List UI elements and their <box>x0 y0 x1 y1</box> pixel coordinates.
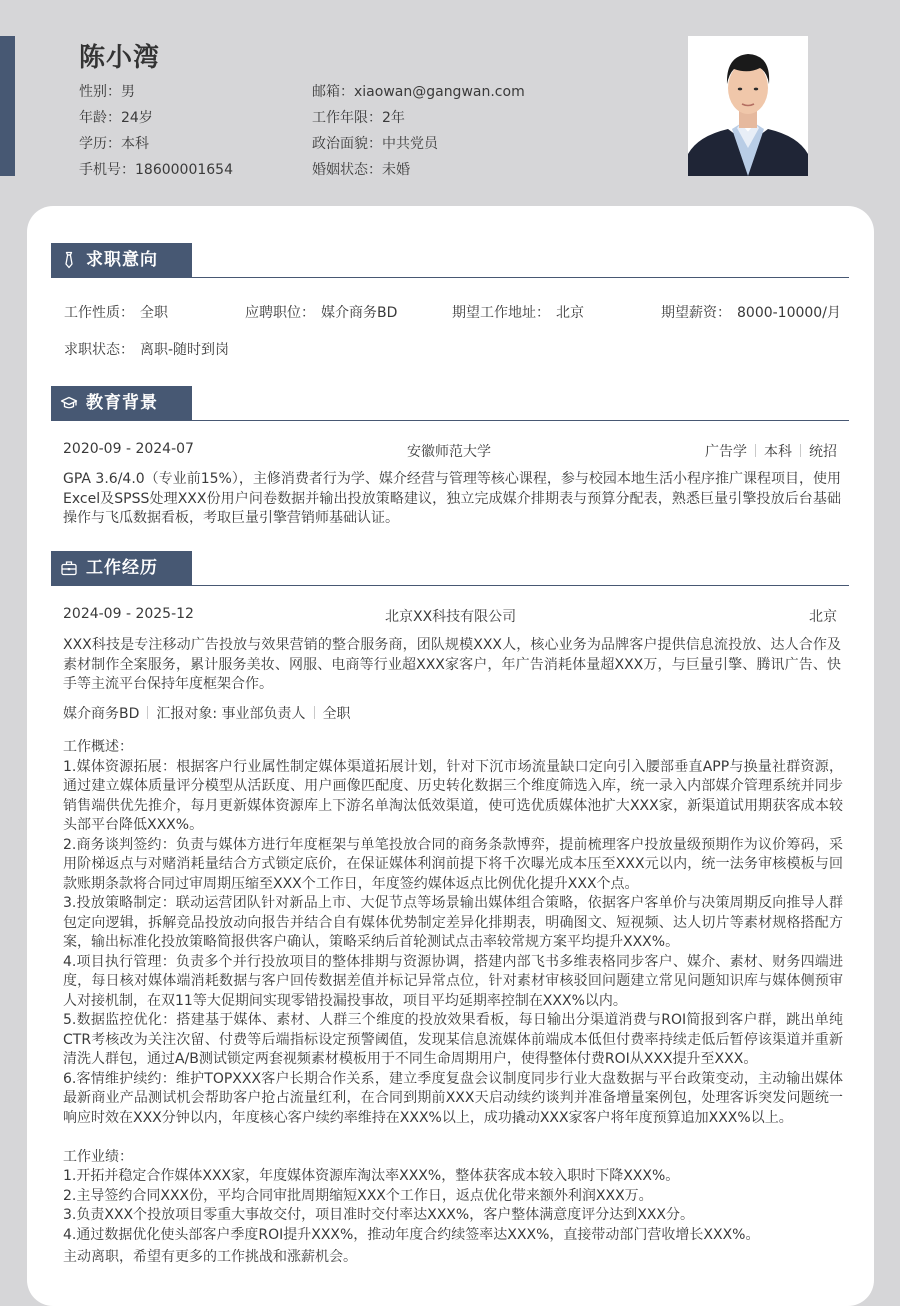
closing-note: 主动离职，希望有更多的工作挑战和涨薪机会。 <box>63 1249 357 1265</box>
work-position: 媒介商务BD <box>63 706 140 722</box>
section-header-work <box>51 551 849 586</box>
overview-item: 5.数据监控优化：搭建基于媒体、素材、人群三个维度的投放效果看板，每日输出分渠道消费与ROI简报到客户群，跳出单纯CTR考核改为关注次留、付费等后端指标设定预警阈值，发现某信息流媒体前端成本低但付费率持续走低后暂停该渠道并重新清洗人群包，通过A/B测试锁定两套视频素材模板用于不同生命周期用户，使得整体付费ROI从XXX提升至XXX。 <box>63 1012 843 1067</box>
divider <box>314 706 315 719</box>
divider <box>755 444 756 457</box>
work-role-meta <box>63 703 351 723</box>
section-header-education <box>51 386 849 421</box>
divider <box>147 706 148 719</box>
overview-item: 6.客情维护续约：维护TOPXXX客户长期合作关系，建立季度复盘会议制度同步行业大盘数据与平台政策变动，主动输出媒体最新商业产品测试机会帮助客户抢占流量红利，在合同到期前XXX天启动续约谈判并准备增量案例包，处理客诉突发问题统一响应时效在XXX分钟以内，年度核心客户续约率维持在XXX%以上，成功撬动XXX家客户将年度预算追加XXX%以上。 <box>63 1070 843 1126</box>
work-period: 2024-09 - 2025-12 <box>63 606 194 622</box>
work-job-type: 全职 <box>322 706 351 722</box>
achievement-item: 1.开拓并稳定合作媒体XXX家，年度媒体资源库淘汰率XXX%，整体获客成本较入职时下降XXX%。 <box>63 1168 680 1184</box>
work-company: 北京XX科技有限公司 <box>385 609 517 625</box>
intent-salary: 期望薪资： 8000-10000/月 <box>661 305 841 321</box>
age-row: 年龄：24岁 <box>79 110 153 126</box>
section-title-work: 工作经历 <box>86 558 158 578</box>
education-degree: 本科 <box>764 444 792 460</box>
overview-item: 1.媒体资源拓展：根据客户行业属性制定媒体渠道拓展计划，针对下沉市场流量缺口定向引入腰部垂直APP与换量社群资源，通过建立媒体质量评分模型从活跃度、用户画像匹配度、历史转化数据三个维度筛选入库，统一录入内部媒介管理系统并同步销售端供优先推介，每月更新媒体资源库上下游名单淘汰低效渠道，使可选优质媒体池扩大XXX家，新渠道试用期获客成本较头部平台降低XXX%。 <box>63 758 843 833</box>
intent-location: 期望工作地址： 北京 <box>452 305 584 321</box>
work-report-to: 汇报对象: 事业部负责人 <box>156 706 306 722</box>
resume-body-card <box>27 206 874 1306</box>
achievements-title: 工作业绩： <box>63 1148 133 1165</box>
education-period: 2020-09 - 2024-07 <box>63 441 194 457</box>
achievement-item: 2.主导签约合同XXX份，平均合同审批周期缩短XXX个工作日，返点优化带来额外利润XXX万。 <box>63 1187 653 1204</box>
education-description: GPA 3.6/4.0（专业前15%），主修消费者行为学、媒介经营与管理等核心课程，参与校园本地生活小程序推广课程项目，使用Excel及SPSS处理XXX份用户问卷数据并输出投放策略建议，独立完成媒介排期表与预算分配表，熟悉巨量引擎投放后台基础操作与飞瓜数据看板，考取巨量引擎营销师基础认证。 <box>63 471 841 526</box>
overview-item: 2.商务谈判签约：负责与媒体方进行年度框架与单笔投放合同的商务条款博弈，提前梳理客户投放量级预期作为议价筹码，采用阶梯返点与对赌消耗量结合方式锁定底价，在保证媒体利润前提下将千次曝光成本压至XXX元以内，统一法务审核模板与回款账期条款将合同过审周期压缩至XXX个工作日，年度签约媒体返点比例优化提升XXX个点。 <box>63 836 843 892</box>
work-years-row: 工作年限：2年 <box>312 110 405 126</box>
briefcase-icon <box>60 559 78 577</box>
section-title-intent: 求职意向 <box>86 250 158 270</box>
education-meta <box>705 441 837 461</box>
basic-info-right <box>312 82 525 186</box>
section-title-education: 教育背景 <box>86 393 158 413</box>
education-level-row: 学历：本科 <box>79 136 149 152</box>
section-tab-work <box>51 551 192 585</box>
overview-title: 工作概述： <box>63 739 133 755</box>
company-intro: XXX科技是专注移动广告投放与效果营销的整合服务商，团队规模XXX人，核心业务为品牌客户提供信息流投放、达人合作及素材制作全案服务，累计服务美妆、网服、电商等行业超XXX家客户，年广告消耗体量超XXX万，与巨量引擎、腾讯广告、快手等主流平台保持年度框架合作。 <box>63 637 841 692</box>
email-row: 邮箱：xiaowan@gangwan.com <box>312 84 525 100</box>
graduation-cap-icon <box>60 394 78 412</box>
achievement-item: 4.通过数据优化使头部客户季度ROI提升XXX%，推动年度合约续签率达XXX%，直接带动部门营收增长XXX%。 <box>63 1226 760 1243</box>
section-tab-education <box>51 386 192 420</box>
education-type: 统招 <box>809 444 837 460</box>
overview-item: 4.项目执行管理：负责多个并行投放项目的整体排期与资源协调，搭建内部飞书多维表格同步客户、媒介、素材、财务四端进度，每日核对媒体端消耗数据与客户回传数据差值并标记异常点位，针对素材审核驳回问题建立常见问题知识库与媒体侧预审人对接机制，在双11等大促期间实现零错投漏投事故，项目平均延期率控制在XXX%以内。 <box>63 953 843 1009</box>
gender-row: 性别：男 <box>79 84 135 100</box>
candidate-name: 陈小湾 <box>79 43 161 73</box>
basic-info-left <box>79 82 233 186</box>
intent-position: 应聘职位： 媒介商务BD <box>245 305 398 321</box>
header-accent-bar <box>0 36 15 176</box>
work-overview <box>63 738 843 1268</box>
divider <box>800 444 801 457</box>
political-status-row: 政治面貌：中共党员 <box>312 136 438 152</box>
marital-status-row: 婚姻状态：未婚 <box>312 162 410 178</box>
intent-job-type: 工作性质： 全职 <box>64 305 168 321</box>
education-major: 广告学 <box>705 444 747 460</box>
achievement-item: 3.负责XXX个投放项目零重大事故交付，项目准时交付率达XXX%，客户整体满意度评分达到XXX分。 <box>63 1207 694 1223</box>
education-school: 安徽师范大学 <box>407 444 491 460</box>
section-header-intent <box>51 243 849 278</box>
blank-line <box>63 1128 843 1148</box>
intent-status: 求职状态： 离职-随时到岗 <box>64 342 230 358</box>
section-tab-intent <box>51 243 192 277</box>
tie-icon <box>60 251 78 269</box>
work-city: 北京 <box>809 609 837 625</box>
profile-photo <box>688 36 808 176</box>
overview-item: 3.投放策略制定：联动运营团队针对新品上市、大促节点等场景输出媒体组合策略，依据客户客单价与决策周期反向推导人群包定向逻辑，拆解竞品投放动向报告并结合自有媒体优势制定差异化排期表，明确图文、短视频、达人切片等素材规格搭配方案，输出标准化投放策略简报供客户确认，策略采纳后首轮测试点击率较常规方案平均提升XXX%。 <box>63 895 843 950</box>
phone-row: 手机号：18600001654 <box>79 162 233 178</box>
